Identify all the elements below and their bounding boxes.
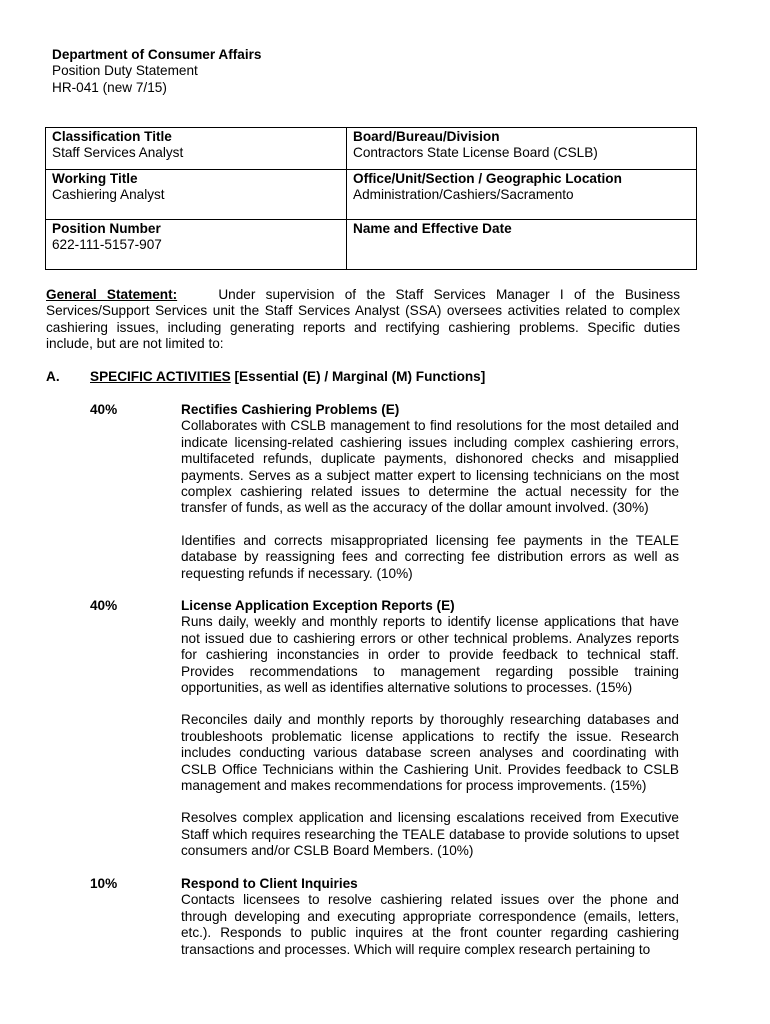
general-statement — [46, 287, 680, 353]
office-value: Administration/Cashiers/Sacramento — [353, 187, 574, 203]
working-title-value: Cashiering Analyst — [52, 187, 165, 203]
classification-title-value: Staff Services Analyst — [52, 145, 184, 161]
duty-percent: 40% — [90, 598, 118, 613]
document-header — [52, 47, 261, 96]
position-number-cell — [46, 220, 347, 270]
document-type: Position Duty Statement — [52, 63, 198, 79]
duty-paragraph: Runs daily, weekly and monthly reports to identify license applications that have not issued due to cashiering errors or other technical problems. Analyzes reports for cashiering inconstancies in order to provide feedback to technical staff. Provides recommendations to management regarding possible training opportunities, as well as identifies alternative solutions to processes. (15%) — [181, 614, 679, 696]
board-label: Board/Bureau/Division — [353, 129, 500, 144]
classification-title-label: Classification Title — [52, 129, 172, 144]
duty-percent: 10% — [90, 876, 118, 891]
duty-paragraph: Collaborates with CSLB management to find resolutions for the most detailed and indicate licensing-related cashiering issues including complex cashiering errors, multifaceted refunds, duplicate payments, dishonored checks and misapplied payments. Serves as a subject matter expert to licensing technicians on the most complex cashiering related issues to determine the actual necessity for the transfer of funds, as well as the accuracy of the dollar amount involved. (30%) — [181, 418, 679, 516]
position-number-label: Position Number — [52, 221, 161, 236]
board-value: Contractors State License Board (CSLB) — [353, 145, 598, 161]
office-cell — [347, 170, 697, 220]
duty-heading: Rectifies Cashiering Problems (E) — [181, 402, 400, 417]
name-date-cell — [347, 220, 697, 270]
name-date-label: Name and Effective Date — [353, 221, 512, 236]
office-label: Office/Unit/Section / Geographic Location — [353, 171, 622, 186]
section-title-underlined: SPECIFIC ACTIVITIES — [90, 369, 231, 384]
department-name: Department of Consumer Affairs — [52, 47, 262, 62]
duty-heading: License Application Exception Reports (E) — [181, 598, 455, 613]
form-number: HR-041 (new 7/15) — [52, 79, 167, 95]
board-cell — [347, 128, 697, 170]
working-title-cell — [46, 170, 347, 220]
general-statement-text: Under supervision of the Staff Services Manager I of the Business Services/Support Services unit the Staff Services Analyst (SSA) oversees activities related to complex cashiering issues, including generating reports and rectifying cashiering problems. Specific duties include, but are not limited to: — [46, 287, 680, 352]
duty-paragraph: Resolves complex application and licensing escalations received from Executive Staff which requires researching the TEALE database to provide solutions to upset consumers and/or CSLB Board Members. (10%) — [181, 810, 679, 859]
position-number-value: 622-111-5157-907 — [52, 237, 162, 253]
duty-paragraph: Identifies and corrects misappropriated licensing fee payments in the TEALE database by reassigning fees and correcting fee distribution errors as well as requesting refunds if necessary. (10%) — [181, 532, 679, 581]
section-a-heading — [46, 369, 485, 385]
working-title-label: Working Title — [52, 171, 138, 186]
classification-title-cell — [46, 128, 347, 170]
duty-heading: Respond to Client Inquiries — [181, 876, 358, 891]
duty-percent: 40% — [90, 402, 118, 417]
section-letter: A. — [46, 369, 60, 384]
position-info-table — [45, 127, 697, 270]
general-statement-label: General Statement: — [46, 287, 178, 302]
duty-paragraph: Reconciles daily and monthly reports by thoroughly researching databases and troubleshoots problematic license applications to rectify the issue. Research includes conducting various database screen analyses and coordinating with CSLB Office Technicians within the Cashiering Unit. Provides feedback to CSLB management and makes recommendations for process improvements. (15%) — [181, 712, 679, 794]
section-title-rest: [Essential (E) / Marginal (M) Functions] — [234, 369, 486, 384]
duty-paragraph: Contacts licensees to resolve cashiering related issues over the phone and through developing and executing appropriate correspondence (emails, letters, etc.). Responds to public inquires at the front counter regarding cashiering transactions and processes. Which will require complex research pertaining to — [181, 892, 679, 957]
